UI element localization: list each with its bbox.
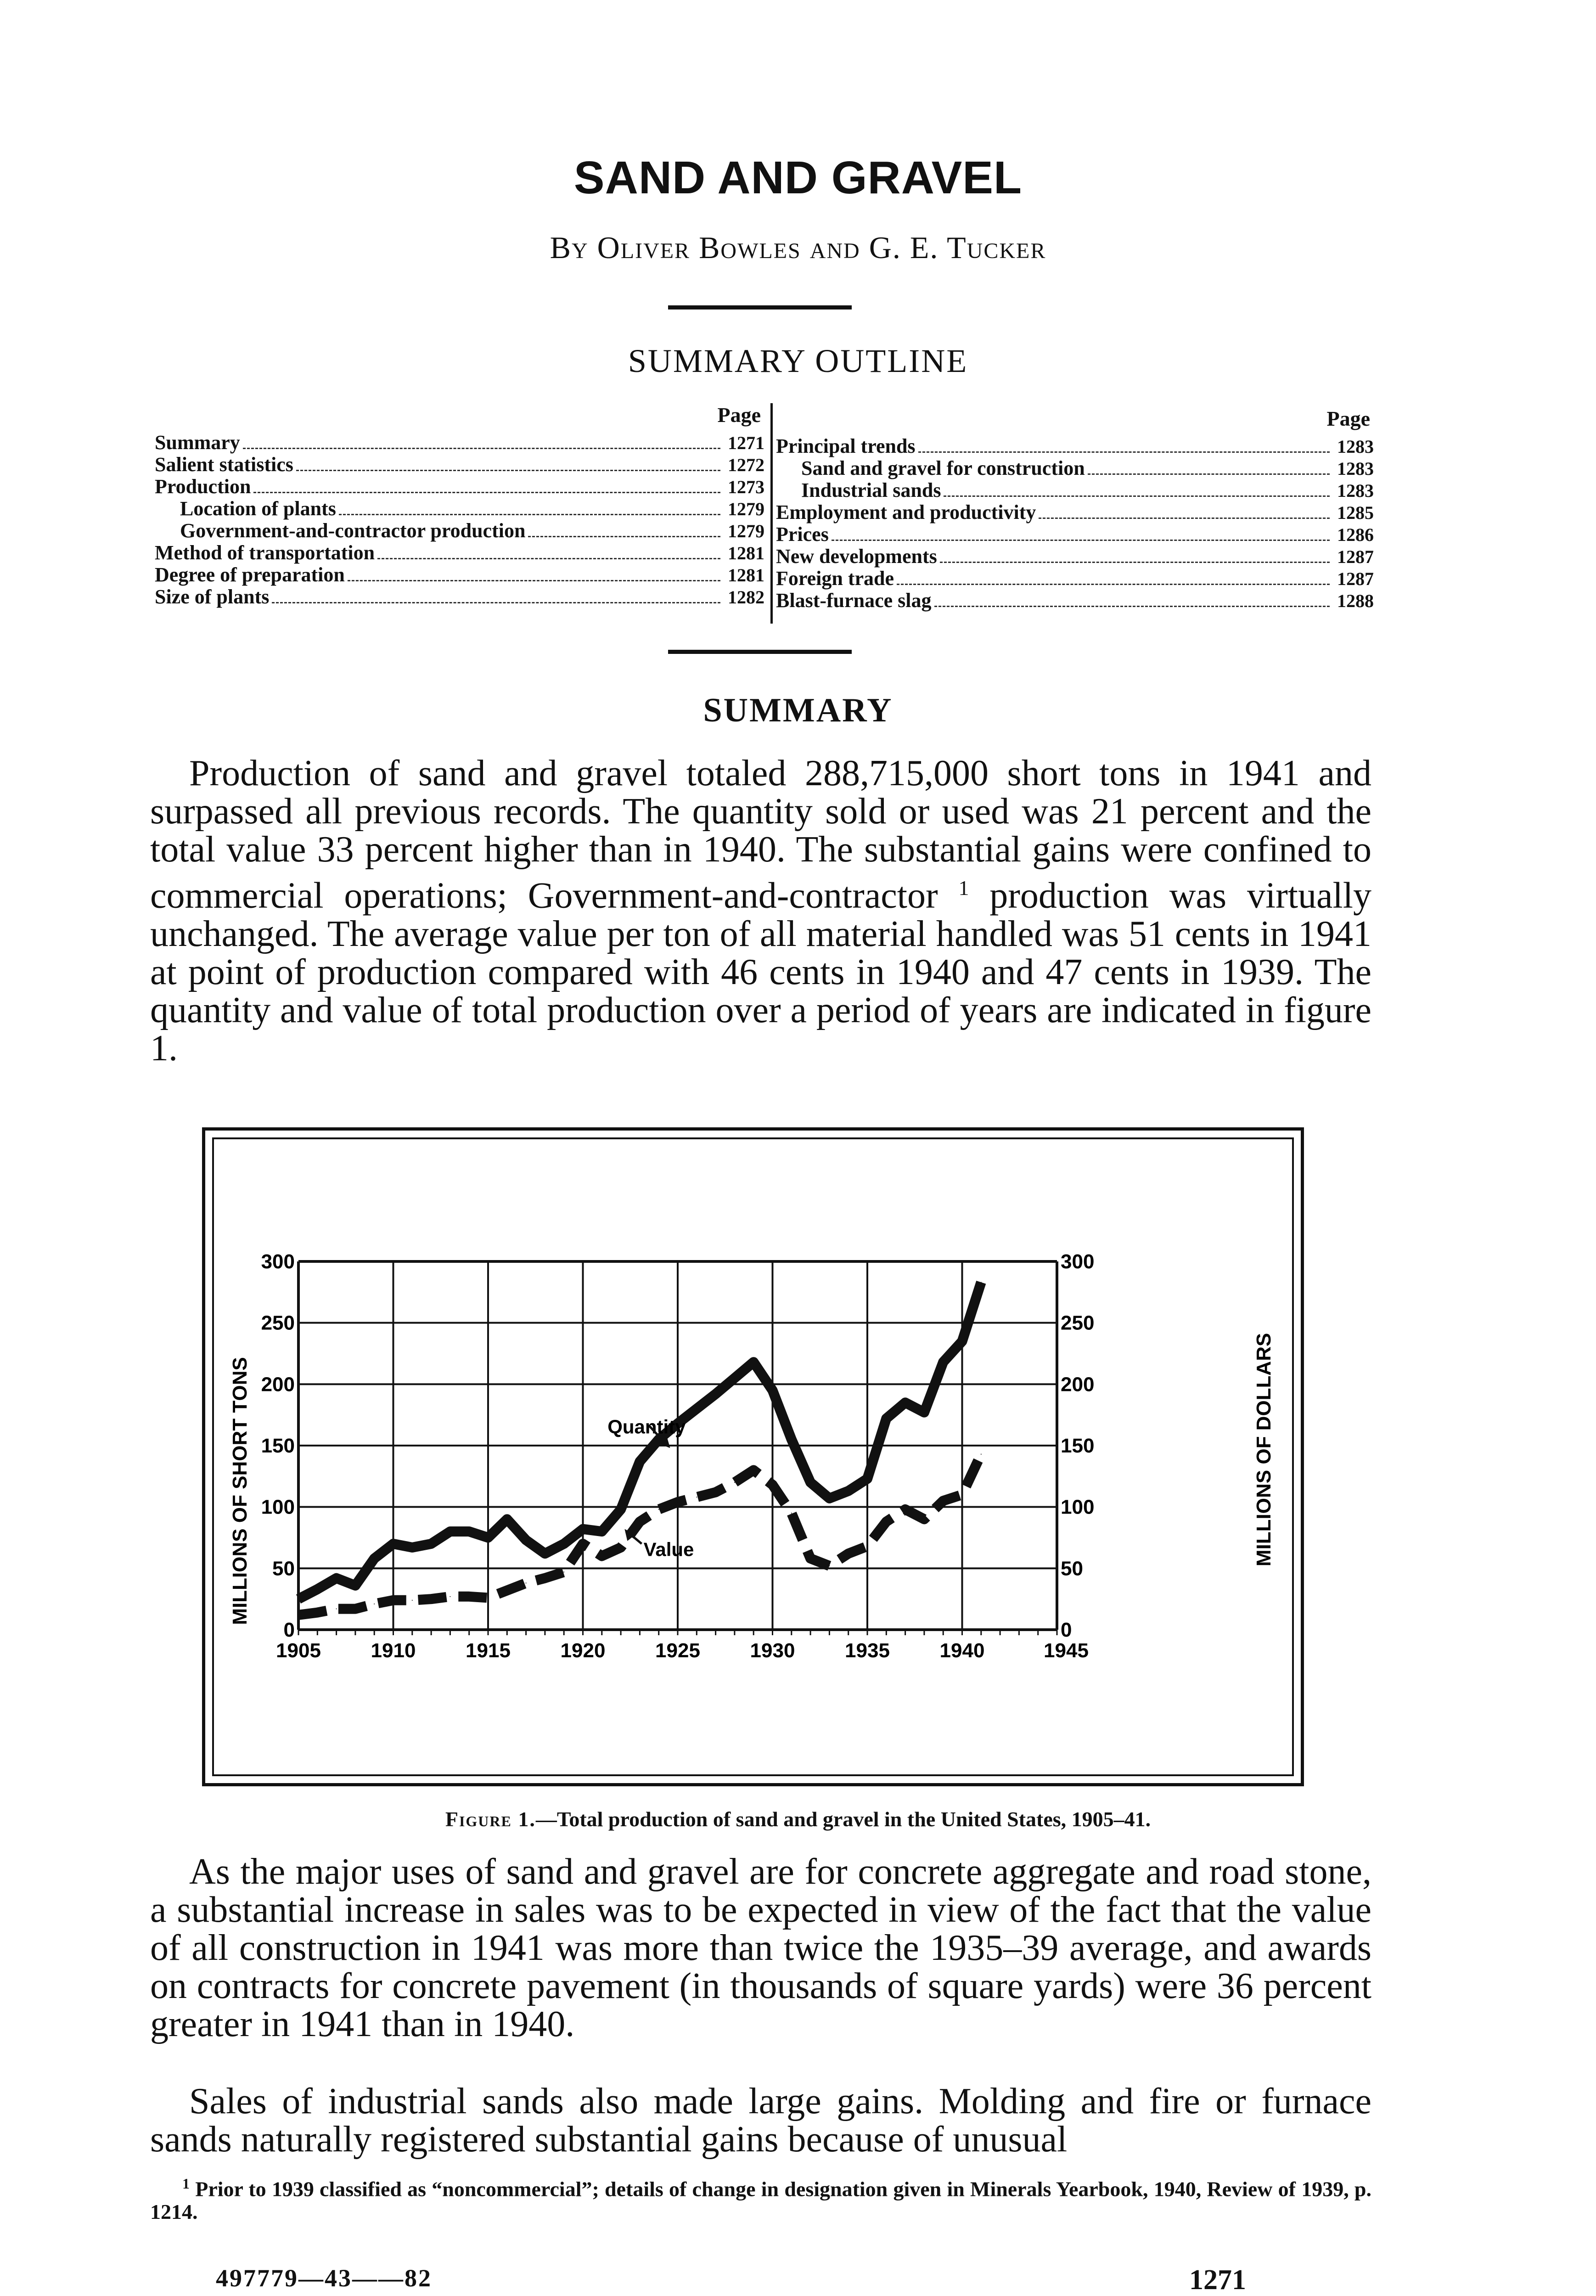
data-point-quantity xyxy=(355,1585,356,1586)
x-tick-label: 1915 xyxy=(466,1639,511,1662)
data-point-value xyxy=(620,1547,621,1548)
series-line-quantity xyxy=(298,1282,981,1599)
outline-entry xyxy=(776,457,1374,479)
data-point-quantity xyxy=(563,1543,564,1544)
data-point-quantity xyxy=(583,1529,584,1530)
outline-right-column xyxy=(776,408,1374,612)
outline-entry-label: Blast-furnace slag xyxy=(776,589,932,612)
outline-entry-page: 1288 xyxy=(1337,591,1374,611)
y-tick-label-right: 150 xyxy=(1061,1435,1095,1457)
data-point-value xyxy=(393,1600,394,1601)
data-point-value xyxy=(829,1565,830,1566)
divider-bottom xyxy=(668,650,852,654)
paragraph-text: Sales of industrial sands also made large gains. Molding and fire or furnace sands naturally registered substantial gains because of unusual xyxy=(150,2081,1371,2160)
y-tick-label-left: 100 xyxy=(261,1496,295,1519)
outline-entry-page: 1283 xyxy=(1337,480,1374,501)
section-heading: SUMMARY xyxy=(703,692,893,729)
outline-entry xyxy=(776,590,1374,612)
page-number: 1271 xyxy=(1189,2264,1246,2296)
outline-entry xyxy=(776,523,1374,546)
data-point-quantity xyxy=(488,1537,489,1538)
outline-entry-page: 1286 xyxy=(1337,524,1374,545)
outline-entry xyxy=(155,564,764,586)
data-point-value xyxy=(601,1556,602,1557)
data-point-value xyxy=(658,1509,659,1510)
data-point-quantity xyxy=(374,1558,375,1559)
y-tick-label-right: 300 xyxy=(1061,1250,1095,1273)
x-tick-label: 1905 xyxy=(276,1639,321,1662)
data-point-value xyxy=(639,1521,640,1522)
leader-dots xyxy=(944,495,1330,497)
y-tick-label-left: 150 xyxy=(261,1435,295,1457)
data-point-value xyxy=(905,1509,906,1510)
y-tick-label-left: 50 xyxy=(272,1557,295,1580)
data-point-quantity xyxy=(924,1412,925,1413)
data-point-value xyxy=(962,1494,963,1495)
data-point-value xyxy=(431,1598,432,1599)
data-point-value xyxy=(563,1571,564,1572)
data-point-value xyxy=(469,1596,470,1597)
caption-text: —Total production of sand and gravel in the United States, 1905–41. xyxy=(535,1807,1151,1831)
data-point-value xyxy=(526,1582,527,1583)
data-point-quantity xyxy=(886,1418,887,1419)
outline-entry-page: 1272 xyxy=(728,455,764,475)
outline-entry-page: 1281 xyxy=(728,543,764,563)
data-point-quantity xyxy=(772,1390,773,1391)
y-axis-label-left: MILLIONS OF SHORT TONS xyxy=(229,1357,251,1625)
data-point-quantity xyxy=(981,1282,982,1283)
data-point-quantity xyxy=(620,1509,621,1510)
data-point-quantity xyxy=(431,1543,432,1544)
paragraph-text: production was virtually unchanged. The average value per ton of all material handled was 51 cents in 1941 at point of production compared with 46 cents in 1940 and 47 cents in 1939. The quantity and value of total production over a period of years are indicated in figure 1. xyxy=(150,875,1371,1069)
outline-entry-label: Degree of preparation xyxy=(155,563,345,586)
y-tick-label-left: 250 xyxy=(261,1311,295,1334)
y-tick-label-right: 200 xyxy=(1061,1373,1095,1396)
outline-entry-label: Production xyxy=(155,475,251,498)
data-point-quantity xyxy=(905,1402,906,1403)
footnote-marker: 1 xyxy=(182,2175,190,2192)
outline-entry xyxy=(155,586,764,608)
data-point-value xyxy=(753,1469,754,1470)
data-point-quantity xyxy=(810,1482,811,1483)
x-tick-label: 1910 xyxy=(371,1639,416,1662)
outline-entry-page: 1281 xyxy=(728,565,764,585)
outline-entry-page: 1287 xyxy=(1337,546,1374,567)
outline-entry-page: 1271 xyxy=(728,433,764,453)
page-column-label: Page xyxy=(717,403,761,427)
y-tick-label-left: 0 xyxy=(283,1619,295,1641)
y-tick-label-right: 250 xyxy=(1061,1311,1095,1334)
x-tick-label: 1925 xyxy=(655,1639,700,1662)
x-tick-label: 1940 xyxy=(939,1639,985,1662)
data-point-quantity xyxy=(317,1589,318,1590)
summary-paragraph-1 xyxy=(150,754,1371,1068)
divider-top xyxy=(668,305,852,310)
data-point-quantity xyxy=(734,1378,735,1379)
data-point-quantity xyxy=(298,1598,299,1599)
outline-entry-label: Industrial sands xyxy=(801,479,941,501)
outline-entry-page: 1287 xyxy=(1337,568,1374,589)
outline-entry-label: Sand and gravel for construction xyxy=(801,457,1085,479)
outline-entry xyxy=(776,479,1374,501)
outline-entry xyxy=(155,542,764,564)
leader-dots xyxy=(918,451,1330,453)
data-point-value xyxy=(772,1485,773,1486)
outline-entry xyxy=(155,476,764,498)
y-tick-label-right: 50 xyxy=(1061,1557,1083,1580)
leader-dots xyxy=(528,536,720,537)
outline-entry xyxy=(155,432,764,454)
outline-entry xyxy=(776,435,1374,457)
outline-entry-page: 1273 xyxy=(728,477,764,497)
data-point-value xyxy=(886,1521,887,1522)
data-point-quantity xyxy=(829,1498,830,1499)
outline-entry-label: Employment and productivity xyxy=(776,501,1036,523)
article-title: SAND AND GRAVEL xyxy=(573,152,1023,203)
page-column-label: Page xyxy=(1326,407,1370,430)
data-point-quantity xyxy=(412,1547,413,1548)
outline-entry xyxy=(155,454,764,476)
outline-entry-page: 1283 xyxy=(1337,458,1374,479)
outline-entry-label: Salient statistics xyxy=(155,453,293,476)
outline-entry-label: Size of plants xyxy=(155,585,270,608)
y-axis-label-right: MILLIONS OF DOLLARS xyxy=(1253,1333,1275,1567)
outline-entry-label: Principal trends xyxy=(776,435,916,457)
leader-dots xyxy=(897,584,1330,585)
leader-dots xyxy=(348,580,720,581)
outline-column-divider xyxy=(770,403,773,624)
data-point-value xyxy=(583,1543,584,1544)
outline-entry-label: Method of transportation xyxy=(155,541,375,564)
data-point-value xyxy=(317,1612,318,1613)
outline-entry xyxy=(155,520,764,542)
paragraph-text: Production of sand and gravel totaled 288,715,000 short tons in 1941 and surpassed all previous records. The quantity sold or used was 21 percent and the total value 33 percent higher than in 1940. The substantial gains were confined to commercial operations; Government-and-contractor xyxy=(150,753,1371,916)
data-point-value xyxy=(943,1500,944,1501)
x-tick-label: 1920 xyxy=(560,1639,606,1662)
annotation-quantity: Quantity xyxy=(607,1416,686,1438)
data-point-value xyxy=(867,1546,868,1547)
outline-entry xyxy=(776,568,1374,590)
leader-dots xyxy=(1039,518,1330,519)
print-code: 497779—43——82 xyxy=(216,2264,432,2292)
figure-caption xyxy=(0,1807,1596,1831)
footnote xyxy=(150,2172,1371,2223)
data-point-quantity xyxy=(867,1478,868,1479)
outline-entry xyxy=(155,498,764,520)
data-point-quantity xyxy=(791,1439,792,1440)
outline-entry-page: 1279 xyxy=(728,521,764,541)
outline-entry-label: Government-and-contractor production xyxy=(180,519,526,542)
outline-entry-label: Location of plants xyxy=(180,497,336,520)
outline-entry-page: 1282 xyxy=(728,587,764,608)
leader-dots xyxy=(272,602,720,603)
outline-entry-page: 1285 xyxy=(1337,502,1374,523)
outline-title: SUMMARY OUTLINE xyxy=(628,343,968,379)
data-point-value xyxy=(506,1590,507,1591)
outline-entry-page: 1283 xyxy=(1337,436,1374,457)
x-tick-label: 1935 xyxy=(845,1639,890,1662)
leader-dots xyxy=(253,492,720,493)
summary-paragraph-2 xyxy=(150,1853,1371,2043)
series-line-value xyxy=(298,1454,981,1615)
data-point-quantity xyxy=(715,1394,716,1395)
footnote-ref: 1 xyxy=(958,876,969,900)
line-chart xyxy=(212,1137,1294,1776)
y-tick-label-right: 100 xyxy=(1061,1496,1095,1519)
data-point-quantity xyxy=(639,1461,640,1462)
data-point-value xyxy=(734,1482,735,1483)
outline-entry-label: Prices xyxy=(776,523,829,546)
data-point-quantity xyxy=(393,1543,394,1544)
data-point-quantity xyxy=(526,1540,527,1541)
leader-dots xyxy=(296,470,720,471)
data-point-value xyxy=(848,1553,849,1554)
x-tick-label: 1930 xyxy=(750,1639,795,1662)
data-point-value xyxy=(412,1600,413,1601)
leader-dots xyxy=(934,606,1330,607)
leader-dots xyxy=(1088,473,1330,475)
data-point-quantity xyxy=(962,1341,963,1342)
data-point-value xyxy=(677,1502,678,1503)
data-point-value xyxy=(981,1454,982,1455)
outline-entry xyxy=(776,546,1374,568)
data-point-quantity xyxy=(469,1531,470,1532)
figure-label: Figure 1. xyxy=(445,1807,536,1831)
outline-entry-label: Summary xyxy=(155,431,240,454)
outline-entry-label: New developments xyxy=(776,545,937,568)
summary-paragraph-3 xyxy=(150,2082,1371,2159)
data-point-quantity xyxy=(336,1578,337,1579)
leader-dots xyxy=(940,562,1330,563)
y-tick-label-left: 200 xyxy=(261,1373,295,1396)
byline: By Oliver Bowles and G. E. Tucker xyxy=(550,230,1046,265)
leader-dots xyxy=(377,558,720,559)
x-tick-label: 1945 xyxy=(1044,1639,1089,1662)
data-point-value xyxy=(791,1513,792,1514)
data-point-value xyxy=(810,1558,811,1559)
annotation-value: Value xyxy=(643,1538,694,1560)
outline-entry-label: Foreign trade xyxy=(776,567,894,590)
y-tick-label-right: 0 xyxy=(1061,1619,1072,1641)
y-tick-label-left: 300 xyxy=(261,1250,295,1273)
footnote-text: Prior to 1939 classified as “noncommercial”; details of change in designation given in Minerals Yearbook, 1940, Review of 1939, p. 1214. xyxy=(150,2177,1372,2224)
leader-dots xyxy=(339,514,720,515)
data-point-value xyxy=(488,1597,489,1598)
outline-entry-page: 1279 xyxy=(728,499,764,519)
data-point-quantity xyxy=(658,1439,659,1440)
leader-dots xyxy=(832,540,1330,541)
outline-left-column xyxy=(155,404,764,608)
leader-dots xyxy=(243,448,720,449)
outline-entry xyxy=(776,501,1374,523)
data-point-value xyxy=(715,1492,716,1493)
paragraph-text: As the major uses of sand and gravel are for concrete aggregate and road stone, a substantial increase in sales was to be expected in view of the fact that the value of all construction in 1941 was more than twice the 1935–39 average, and awards on contracts for concrete pavement (in thousands of square yards) were 36 percent greater in 1941 than in 1940. xyxy=(150,1851,1371,2044)
data-point-quantity xyxy=(696,1408,697,1409)
data-point-quantity xyxy=(601,1531,602,1532)
